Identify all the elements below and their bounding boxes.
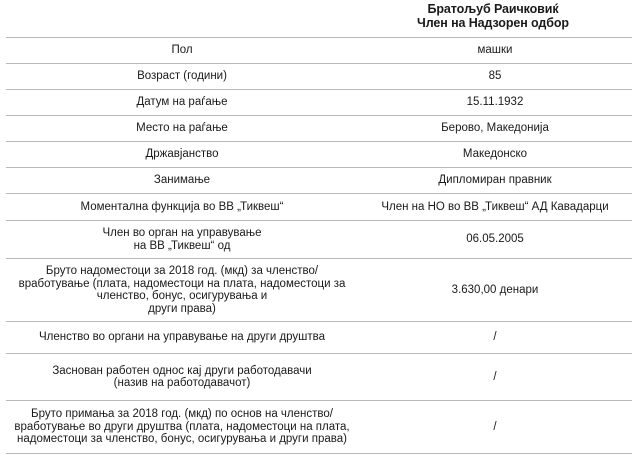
member-header xyxy=(358,2,628,34)
row-label: Занимање xyxy=(6,168,358,194)
row-value: / xyxy=(358,354,632,401)
row-value: 85 xyxy=(358,64,632,90)
row-value: машки xyxy=(358,38,632,64)
table-row-other-income xyxy=(6,401,632,454)
row-value: Македонско xyxy=(358,142,632,168)
row-value: 15.11.1932 xyxy=(358,90,632,116)
table-row-birth-place xyxy=(6,116,632,142)
row-value: 3.630,00 денари xyxy=(358,259,632,322)
table-row-citizenship xyxy=(6,142,632,168)
row-label: Возраст (години) xyxy=(6,64,358,90)
member-name: Братољуб Раичковиќ xyxy=(427,2,559,16)
table-row-other-boards xyxy=(6,322,632,354)
row-label: Пол xyxy=(6,38,358,64)
row-label: Место на раѓање xyxy=(6,116,358,142)
row-label: Државјанство xyxy=(6,142,358,168)
row-value: / xyxy=(358,401,632,454)
table-row-gross-compensation xyxy=(6,259,632,322)
table-row-birth-date xyxy=(6,90,632,116)
row-value: Дипломиран правник xyxy=(358,168,632,194)
table-row-occupation xyxy=(6,168,632,194)
table-row-age xyxy=(6,64,632,90)
row-label: Бруто примања за 2018 год. (мкд) по основ на членство/ вработување во други друштва (плата, надоместоци на плата, надоместоци за членство, бонус, осигурувања и други права) xyxy=(6,401,358,454)
member-info-table xyxy=(6,37,632,454)
table-row-gender xyxy=(6,38,632,64)
row-value: Член на НО во ВВ „Тиквеш“ АД Кавадарци xyxy=(358,194,632,221)
row-value: 06.05.2005 xyxy=(358,221,632,259)
row-label: Членство во органи на управување на други друштва xyxy=(6,322,358,354)
row-value: Берово, Македонија xyxy=(358,116,632,142)
row-label: Заснован работен однос кај други работодавачи (назив на работодавачот) xyxy=(6,354,358,401)
row-label: Моментална функција во ВВ „Тиквеш“ xyxy=(6,194,358,221)
row-label: Бруто надоместоци за 2018 год. (мкд) за членство/ вработување (плата, надоместоци на плата, надоместоци за членство, бонус, осигурувања и други права) xyxy=(6,259,358,322)
table-row-member-since xyxy=(6,221,632,259)
table-row-current-function xyxy=(6,194,632,221)
row-label: Член во орган на управување на ВВ „Тиквеш“ од xyxy=(6,221,358,259)
member-position: Член на Надзорен одбор xyxy=(417,16,569,30)
row-label: Датум на раѓање xyxy=(6,90,358,116)
table-row-other-employment xyxy=(6,354,632,401)
row-value: / xyxy=(358,322,632,354)
